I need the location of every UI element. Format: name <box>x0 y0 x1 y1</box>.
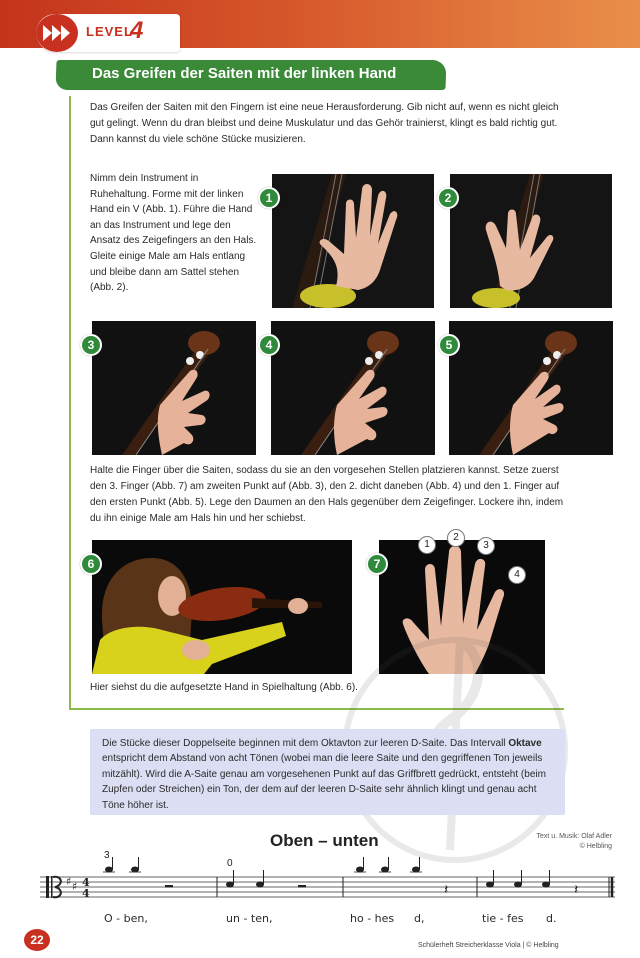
info-term-octave: Oktave <box>508 738 542 749</box>
intro-paragraph: Das Greifen der Saiten mit den Fingern ist eine neue Herausforderung. Gib nicht auf, wenn es nicht gleich gut gelingt. Wenn du dran bleibst und deine Muskulatur und das Gehör trainierst, klingt es bald richtig gut. Dann kannst du viele schöne Stücke musizieren. <box>90 102 559 145</box>
photo-badge-7: 7 <box>366 553 388 575</box>
time-signature: 4 <box>82 876 90 889</box>
finger-marker-4: 4 <box>508 566 526 584</box>
fast-forward-icon <box>43 25 71 41</box>
song-credit <box>530 832 612 852</box>
fingering-mark-3: 3 <box>104 850 110 861</box>
photo-badge-4: 4 <box>258 334 280 356</box>
photo-6 <box>92 540 352 674</box>
finger-marker-2: 2 <box>447 529 465 547</box>
credit-publisher: © Helbling <box>579 843 612 850</box>
music-staff <box>40 857 615 907</box>
lyric-5: tie - fes <box>482 912 524 925</box>
song-title: Oben – unten <box>270 831 379 850</box>
level-number: 4 <box>130 17 144 44</box>
photo-badge-5: 5 <box>438 334 460 356</box>
svg-text:𝄽: 𝄽 <box>574 882 579 898</box>
lyric-4: d, <box>414 912 425 925</box>
photo-5 <box>449 321 613 455</box>
finger-placement-paragraph: Halte die Finger über die Saiten, sodass du sie an den vorgesehen Stellen platzieren kannst. Setze zuerst den 3. Finger (Abb. 7) am zweiten Punkt auf (Abb. 3), den 2. dicht daneben (Abb. 4) und den 1. Finger auf den ersten Punkt (Abb. 5). Lege den Daumen an den Hals gegenüber dem Zeigefinger. Lockere ihn, indem du ihn einige Male am Hals hin und her schiebst. <box>90 465 564 524</box>
photo-badge-3: 3 <box>80 334 102 356</box>
photo-badge-6: 6 <box>80 553 102 575</box>
fingering-mark-0: 0 <box>227 858 233 869</box>
photo-4 <box>271 321 435 455</box>
section-border-vertical <box>69 96 71 710</box>
photo-2 <box>450 174 612 308</box>
svg-text:4: 4 <box>82 887 90 900</box>
section-title: Das Greifen der Saiten mit der linken Hand <box>92 65 397 82</box>
lyric-1: O - ben, <box>104 912 148 925</box>
svg-text:𝄽: 𝄽 <box>444 882 449 898</box>
photo-1 <box>272 174 434 308</box>
page-number: 22 <box>24 929 50 951</box>
octave-info-text <box>102 736 557 813</box>
photo-6-caption: Hier siehst du die aufgesetzte Hand in Spielhaltung (Abb. 6). <box>90 682 358 693</box>
finger-marker-1: 1 <box>418 536 436 554</box>
finger-marker-3: 3 <box>477 537 495 555</box>
photo-badge-1: 1 <box>258 187 280 209</box>
photo-badge-2: 2 <box>437 187 459 209</box>
lyric-6: d. <box>546 912 557 925</box>
lyric-2: un - ten, <box>226 912 273 925</box>
svg-text:♯: ♯ <box>72 880 78 893</box>
level-badge <box>36 14 78 52</box>
footer-publication: Schülerheft Streicherklasse Viola | © Helbling <box>418 942 559 949</box>
svg-text:♯: ♯ <box>66 875 72 888</box>
photo-3 <box>92 321 256 455</box>
rest-position-paragraph: Nimm dein Instrument in Ruhehaltung. Forme mit der linken Hand ein V (Abb. 1). Führe die Hand an das Instrument und lege den Ansatz des Zeigefingers an den Hals. Gleite einige Male am Hals entlang und bleibe dann am Sattel stehen (Abb. 2). <box>90 173 257 294</box>
info-line-1: Die Stücke dieser Doppelseite beginnen mit dem Oktavton zur leeren D-Saite. Das Intervall <box>102 738 506 749</box>
level-label: LEVEL <box>86 24 133 39</box>
credit-author: Text u. Musik: Olaf Adler <box>536 833 612 840</box>
info-line-2: entspricht dem Abstand von acht Tönen (wobei man die leere Saite und den gegriffenen Ton jeweils mitzählt). Wird die A-Saite genau am vorgesehenen Punkt auf das Griffbrett gedrückt, entsteht (beim Zupfen oder Streichen) ein Ton, der dem auf der leeren D-Saite sehr ähnlich klingt und genau acht Töne höher ist. <box>102 753 546 811</box>
lyric-3: ho - hes <box>350 912 395 925</box>
